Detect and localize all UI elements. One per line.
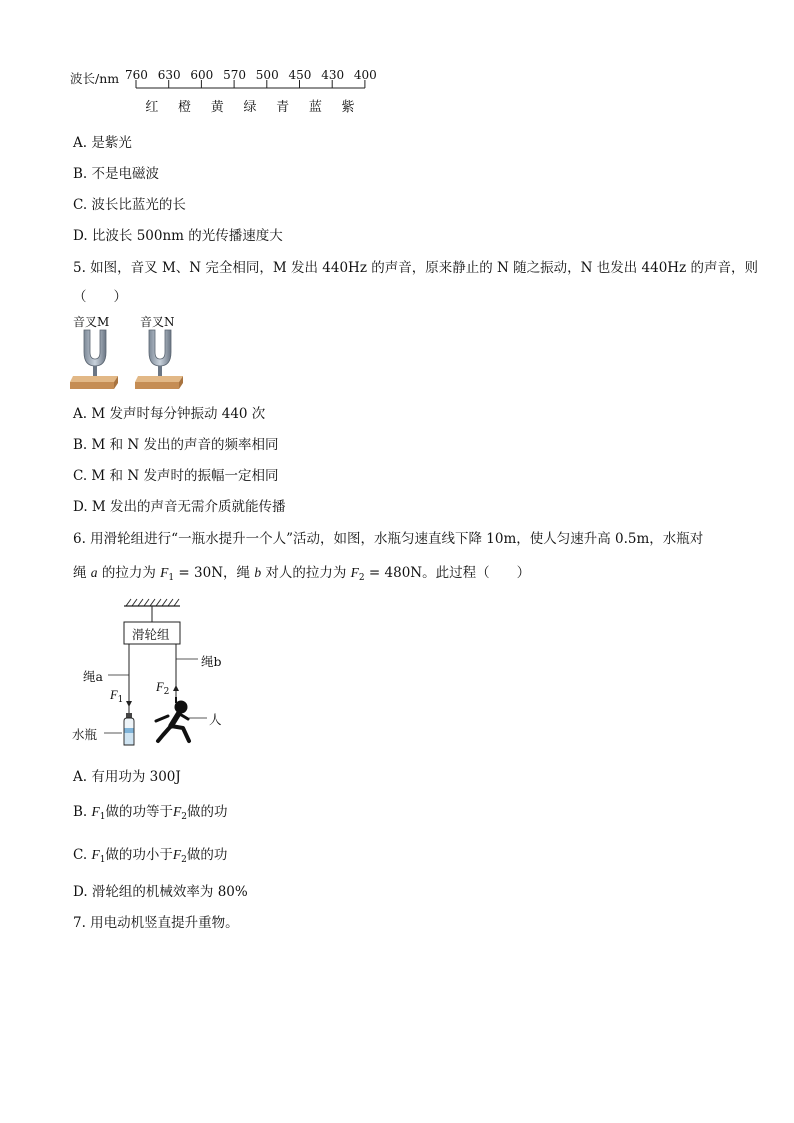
q6-option-c: C. $F_1$做的功小于$F_2$做的功 xyxy=(73,847,228,865)
wavelength-tick-label: 400 xyxy=(353,68,377,82)
q6-option-a: A. 有用功为 300J xyxy=(73,769,181,785)
fork-m-label: 音叉M xyxy=(73,315,110,329)
q4-option-d: D. 比波长 500nm 的光传播速度大 xyxy=(73,228,283,244)
wavelength-tick-label: 760 xyxy=(125,68,148,82)
q5-option-a: A. M 发声时每分钟振动 440 次 xyxy=(73,406,266,422)
q5-option-b: B. M 和 N 发出的声音的频率相同 xyxy=(73,437,279,453)
f1-label: $F_1$ xyxy=(110,688,124,705)
q7-stem: 7. 用电动机竖直提升重物。 xyxy=(73,915,239,931)
q6-option-b: B. $F_1$做的功等于$F_2$做的功 xyxy=(73,804,228,822)
wavelength-tick-label: 430 xyxy=(321,68,345,82)
color-band-label: 黄 xyxy=(210,100,224,115)
q4-option-b: B. 不是电磁波 xyxy=(73,166,160,182)
fork-m-icon xyxy=(70,330,118,389)
q6-stem-line1: 6. 用滑轮组进行“一瓶水提升一个人”活动，如图，水瓶匀速直线下降 10m，使人匀速升高 0.5m，水瓶对 xyxy=(73,531,704,547)
q6-stem-line2: 绳 a 的拉力为 $F_1 = 30N$，绳 b 对人的拉力为 $F_2 = 480N$。此过程（ ） xyxy=(73,565,531,583)
q6-option-d: D. 滑轮组的机械效率为 80% xyxy=(73,884,248,900)
wavelength-tick-label: 600 xyxy=(190,68,214,82)
color-band-label: 紫 xyxy=(341,100,355,115)
q5-stem-line1: 5. 如图，音叉 M、N 完全相同，M 发出 440Hz 的声音，原来静止的 N 随之振动，N 也发出 440Hz 的声音，则 xyxy=(73,260,758,276)
q4-option-c: C. 波长比蓝光的长 xyxy=(73,197,186,213)
q5-option-d: D. M 发出的声音无需介质就能传播 xyxy=(73,499,286,515)
q5-stem-line2: （ ） xyxy=(73,289,127,305)
q5-option-c: C. M 和 N 发声时的振幅一定相同 xyxy=(73,468,279,484)
wavelength-tick-label: 450 xyxy=(288,68,312,82)
bottle-label: 水瓶 xyxy=(72,727,98,742)
tuning-fork-figure xyxy=(70,312,190,392)
fork-n-icon xyxy=(135,330,183,389)
wavelength-tick-label: 630 xyxy=(157,68,181,82)
color-band-label: 橙 xyxy=(178,100,192,115)
wavelength-tick-label: 570 xyxy=(223,68,246,82)
color-band-label: 青 xyxy=(276,100,290,115)
rope-a-label: 绳a xyxy=(83,669,103,684)
color-band-label: 蓝 xyxy=(308,100,322,115)
wavelength-tick-label: 500 xyxy=(255,68,279,82)
pulley-label: 滑轮组 xyxy=(132,627,170,642)
rope-b-label: 绳b xyxy=(201,654,222,669)
spectrum-scale xyxy=(70,66,390,116)
f2-label: $F_2$ xyxy=(156,680,170,697)
color-band-label: 红 xyxy=(145,100,159,115)
color-band-label: 绿 xyxy=(243,100,257,115)
q4-option-a: A. 是紫光 xyxy=(73,135,132,151)
water-bottle-icon xyxy=(124,713,134,745)
person-icon xyxy=(156,697,189,741)
pulley-diagram xyxy=(70,595,250,755)
person-label: 人 xyxy=(209,712,222,727)
fork-n-label: 音叉N xyxy=(140,315,175,329)
wavelength-axis-label: 波长/nm xyxy=(70,71,120,86)
